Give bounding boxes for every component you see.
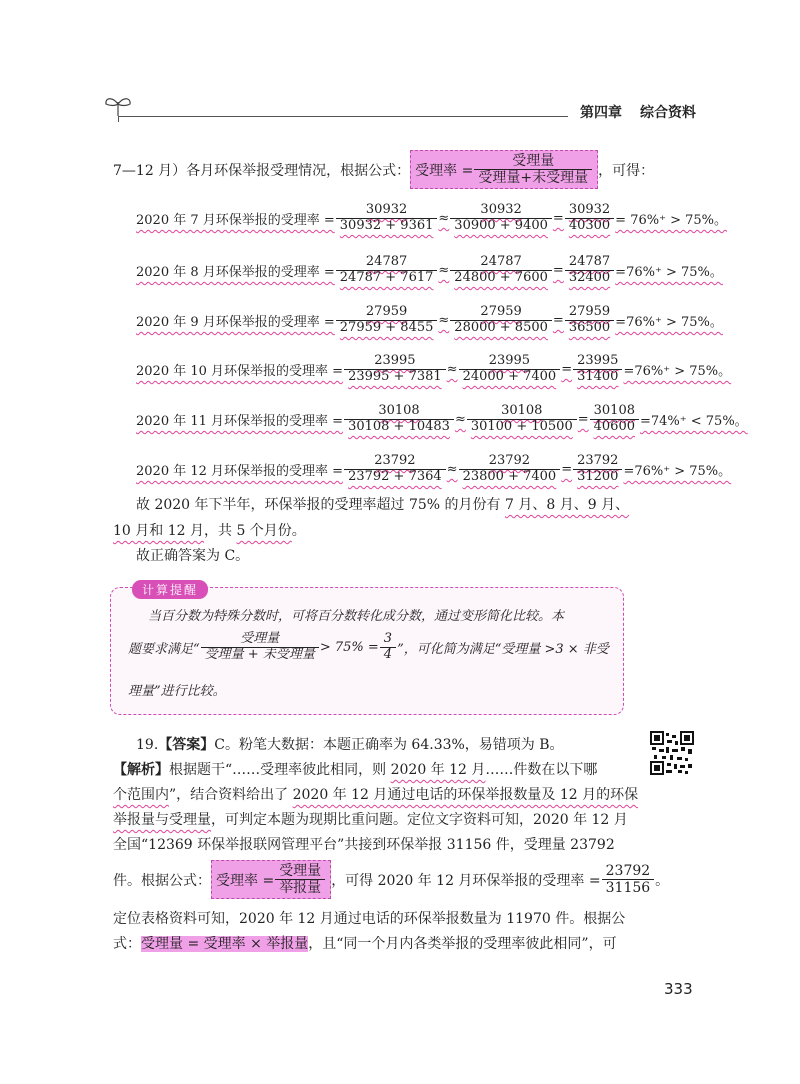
conclusion-line-1: 故 2020 年下半年，环保举报的受理率超过 75% 的月份有 7 月、8 月、9 月、 <box>136 497 630 513</box>
calc-row-8: 2020 年 8 月环保举报的受理率 = $\frac{24787}{24787 + 7617}$ ≈ $\frac{24787}{24800 + 7600}$ = $\frac{24787}{32400}$ =76%⁺ > 75%。 <box>136 254 723 285</box>
q19-answer-line: 19.【答案】C。粉笔大数据：本题正确率为 64.33%，易错项为 B。 <box>136 737 564 753</box>
sprout-icon <box>104 94 132 118</box>
q19-analysis-line-6: 定位表格资料可知，2020 年 12 月通过电话的环保举报数量为 11970 件。根据公 <box>113 911 626 927</box>
q19-analysis-line-2: 个范围内”，结合资料给出了 2020 年 12 月通过电话的环保举报数量及 12 月的环保 <box>113 787 639 803</box>
formula-fraction: $\frac{\text{受理量}}{\text{受理量+未受理量}}$ <box>474 153 592 186</box>
tip-line-3: 理量”进行比较。 <box>128 684 226 699</box>
calc-row-12: 2020 年 12 月环保举报的受理率 = $\frac{23792}{23792 + 7364}$ ≈ $\frac{23792}{23800 + 7400}$ = $\frac{23792}{31200}$ =76%⁺ > 75%。 <box>136 453 732 484</box>
tip-line-1: 当百分数为特殊分数时，可将百分数转化成分数，通过变形简化比较。本 <box>148 609 565 624</box>
formula-highlight: 受理率 = $\frac{\text{受理量}}{\text{受理量+未受理量}}$ <box>410 150 598 189</box>
q19-analysis-line-4: 全国“12369 环保举报联网管理平台”共接到环保举报 31156 件，受理量 23792 <box>113 837 615 853</box>
tip-line-2: 题要求满足“ $\frac{\text{受理量}}{\text{受理量 + 未受理量}}$ > 75% = $\frac{3}{4}$ ”，可化简为满足“受理量 >3 × 非受 <box>128 631 609 662</box>
conclusion-line-2: 10 月和 12 月，共 5 个月份。 <box>113 523 306 539</box>
tip-tag: 计算提醒 <box>132 580 208 599</box>
qr-code-icon[interactable] <box>650 731 694 775</box>
q19-analysis-line-5: 件。根据公式： 受理率 = $\frac{\text{受理量}}{\text{举报量}}$ ，可得 2020 年 12 月环保举报的受理率 = $\frac{23792}{31156}$ 。 <box>113 860 669 899</box>
q19-analysis-line-3: 举报量与受理量，可判定本题为现期比重问题。定位文字资料可知，2020 年 12 月 <box>113 812 628 828</box>
header-rule-tail <box>118 116 124 122</box>
q19-analysis-line-7: 式：受理量 = 受理率 × 举报量，且“同一个月内各类举报的受理率彼此相同”，可 <box>113 936 617 952</box>
intro-line: 7—12 月）各月环保举报受理情况，根据公式： 受理率 = $\frac{\text{受理量}}{\text{受理量+未受理量}}$ ，可得： <box>113 150 654 189</box>
answer-line: 故正确答案为 C。 <box>136 548 250 564</box>
header-rule <box>118 116 568 117</box>
calc-row-10: 2020 年 10 月环保举报的受理率 = $\frac{23995}{23995 + 7381}$ ≈ $\frac{23995}{24000 + 7400}$ = $\frac{23995}{31400}$ =76%⁺ > 75%。 <box>136 353 732 384</box>
calc-row-9: 2020 年 9 月环保举报的受理率 = $\frac{27959}{27959 + 8455}$ ≈ $\frac{27959}{28000 + 8500}$ = $\frac{27959}{36500}$ =76%⁺ > 75%。 <box>136 304 723 335</box>
page-number: 333 <box>664 980 693 998</box>
calc-row-11: 2020 年 11 月环保举报的受理率 = $\frac{30108}{30108 + 10483}$ ≈ $\frac{30108}{30100 + 10500}$ = $\frac{30108}{40600}$ =74%⁺ < 75%。 <box>136 403 748 434</box>
section-label: 综合资料 <box>640 105 696 121</box>
header <box>104 94 698 124</box>
calc-row-7: 2020 年 7 月环保举报的受理率 = $\frac{30932}{30932 + 9361}$ ≈ $\frac{30932}{30900 + 9400}$ = $\frac{30932}{40300}$ = 76%⁺ > 75%。 <box>136 202 728 233</box>
q19-analysis-line-1: 【解析】根据题干“……受理率彼此相同，则 2020 年 12 月……件数在以下哪 <box>113 762 598 778</box>
chapter-label: 第四章 <box>580 105 622 121</box>
formula-highlight-2: 受理率 = $\frac{\text{受理量}}{\text{举报量}}$ <box>211 860 331 899</box>
